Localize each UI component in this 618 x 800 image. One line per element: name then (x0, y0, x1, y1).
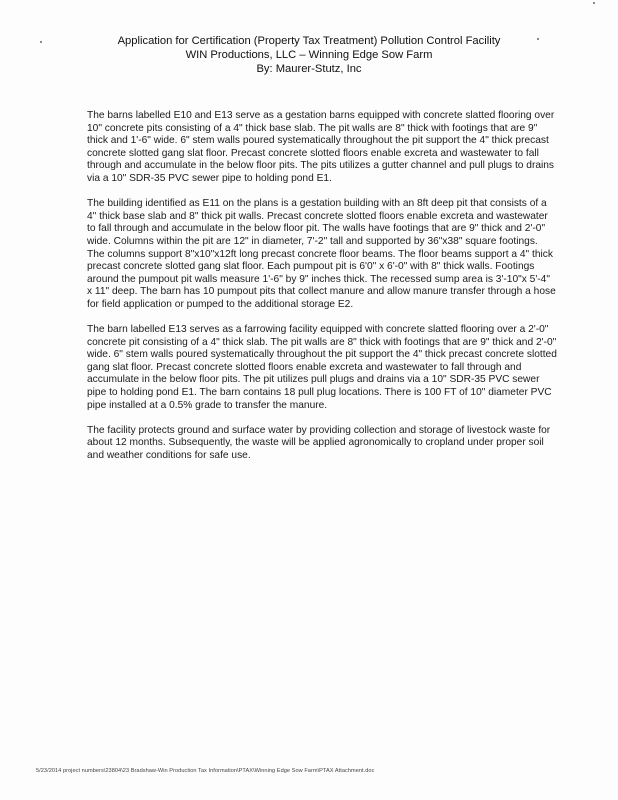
paragraph-e13-farrowing: The barn labelled E13 serves as a farrowing facility equipped with concrete slatted flooring over a 2'-0" concrete pit consisting of a 4" thick slab. The pit walls are 8" thick with footings that are 9" thick and 2'-0" wide. 6" stem walls poured systematically throughout the pit support the 4" thick precast concrete slotted gang slat floor. Precast concrete slotted floors enable excreta and wastewater to fall through and accumulate in the below floor pits. The pit utilizes pull plugs and drains via a 10" SDR-35 PVC sewer pipe to holding pond E1. The barn contains 18 pull plug locations. There is 100 FT of 10" diameter PVC pipe installed at a 0.5% grade to transfer the manure. (87, 324, 557, 411)
paragraph-facility-summary: The facility protects ground and surface water by providing collection and storage of livestock waste for about 12 months. Subsequently, the waste will be applied agronomically to cropland under proper soil and weather conditions for safe use. (87, 424, 551, 462)
document-header (0, 34, 618, 76)
paragraph-e11-gestation: The building identified as E11 on the plans is a gestation building with an 8ft deep pit that consists of a 4" thick base slab and 8" thick pit walls. Precast concrete slotted floors enable excreta and wastewater to fall through and accumulate in the below floor pit. The walls have footings that are 9" thick and 2'-0" wide. Columns within the pit are 12" in diameter, 7'-2" tall and supported by 36"x38" square footings. The columns support 8"x10"x12ft long precast concrete floor beams. The floor beams support a 4" thick precast concrete slotted gang slat floor. Each pumpout pit is 6'0" x 6'-0" with 8" thick walls. Footings around the pumpout pit walls measure 1'-6" by 9" inches thick. The recessed sump area is 3'-10"x 5'-4" x 11" deep. The barn has 10 pumpout pits that collect manure and allow manure transfer through a hose for field application or pumped to the additional storage E2. (87, 198, 556, 310)
scan-speck (593, 2, 595, 4)
file-path-footer: 5/23/2014 project numbers\23804\23 Bradshaw-Win Production Tax Information\PTAX\Winning Edge Sow Farm\PTAX Attachment.doc (36, 768, 375, 774)
document-body (87, 110, 557, 475)
header-title: Application for Certification (Property Tax Treatment) Pollution Control Facility (117, 35, 501, 47)
paragraph-e10-e13-gestation: The barns labelled E10 and E13 serve as a gestation barns equipped with concrete slatted flooring over 10" concrete pits consisting of a 4" thick base slab. The pit walls are 8" thick with footings that are 9" thick and 1'-6" wide. 6" stem walls poured systematically throughout the pit support the 4" thick precast concrete slotted gang slat floor. Precast concrete slotted floors enable excreta and wastewater to fall through and accumulate in the below floor pits. The pits utilizes a gutter channel and pull plugs to drains via a 10" SDR-35 PVC sewer pipe to holding pond E1. (87, 110, 555, 184)
header-company: WIN Productions, LLC – Winning Edge Sow Farm (185, 49, 433, 61)
header-author: By: Maurer-Stutz, Inc (256, 63, 362, 75)
